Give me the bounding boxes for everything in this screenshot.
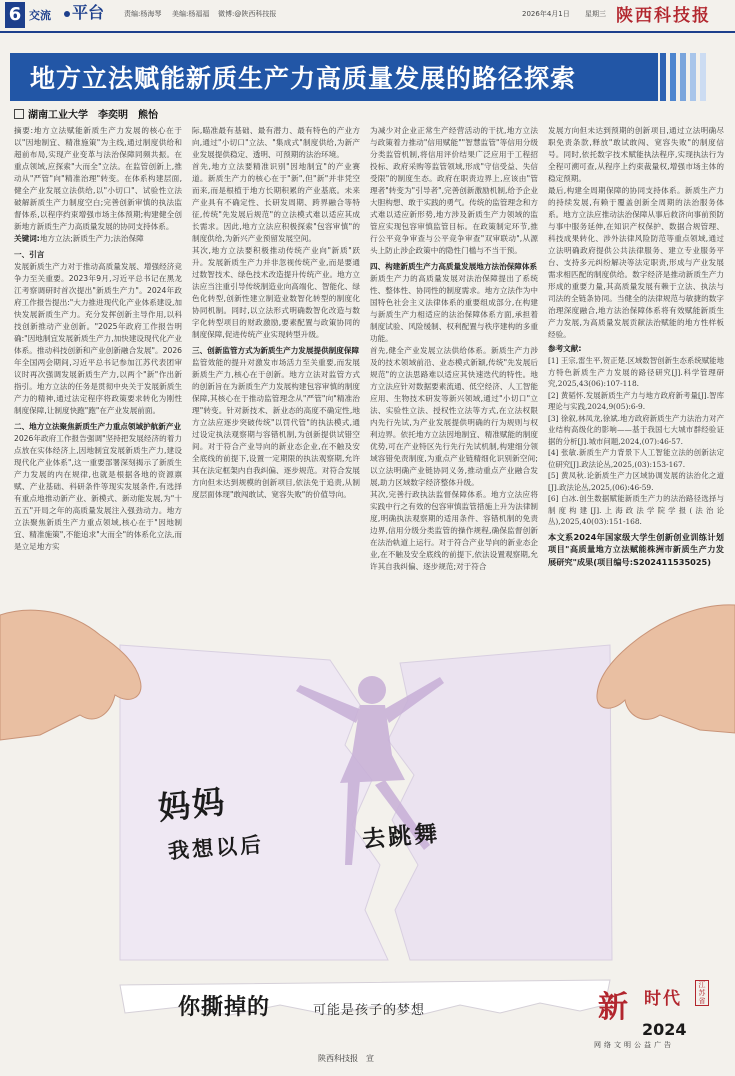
reference-item: [1] 王宗,雷生平,贺正楚.区域数智创新生态系统赋能地方特色新质生产力发展的路径研究[J].科学管理研究,2025,43(06):107-118. <box>548 356 724 388</box>
paragraph: 其次,完善行政执法监督保障体系。地方立法应将实践中行之有效的包容审慎监管措施上升为法律制度,明确执法观察期的适用条件、容错机制的免责边界,信用分级分类监管的操作规程,确保监督创新在法治轨道上运行。对于符合产业导向的新业态企业,在不触及安全底线的前提下,依法设置观察期,允许其自我纠偏、逐步规范;对于符合 <box>370 490 538 571</box>
article-authors: 湖南工业大学 李奕明 熊怡 <box>28 110 158 121</box>
paragraph: 首先,健全产业发展立法供给体系。新质生产力涉及的技术领域前沿、业态模式新颖,传统"先发展后规范"的立法思路难以适应其快速迭代的特性。地方立法应针对数据要素流通、低空经济、人工智能应用、生物技术研发等新兴领域,通过"小切口"立法、实验性立法、授权性立法等方式,在立法权限内先行先试,为产业发展提供明确的行为规则与权利边界。依托地方立法因地制宜、精准赋能的制度优势,可在产业特区先行先行先试机制,构建细分领域容错免责制度,为重点产业链精细化识别新空间;以立法明确产业链协同义务,推动重点产业融合发展,助力区域数字经济整体升级。 <box>370 346 538 487</box>
paragraph: 监管效能的提升对激发市场活力至关重要,而发展新质生产力,核心在于创新。地方立法对监管方式的创新旨在为新质生产力发展构建包容审慎的制度保障,其核心在于推动监管理念从"严管"向"精准治理"转变。针对新技术、新业态的高度不确定性,地方立法应逐步突破传统"以罚代管"的执法模式,通过设定执法观察期与容错机制,为创新提供试错空间。对于符合产业导向的新业态企业,在不触及安全底线的前提下,设置一定期限的执法观察期,允许其在法定框架内自我纠偏、逐步规范。对符合发展方向但未达到规模的创新项目,依法免于追责,从制度层面体现"敢闯敢试、宽容失败"的价值导向。 <box>192 358 360 499</box>
issue-date: 2026年4月1日 <box>522 10 570 18</box>
designer-credit: 美编:杨福福 <box>172 10 210 18</box>
reference-item: [4] 张敏.新质生产力背景下人工智能立法的创新法定位研究[J].政法论丛,2025,(03):153-167. <box>548 448 724 469</box>
page-number: 6 <box>5 2 25 28</box>
ad-slogan-bold: 你撕掉的 <box>178 995 271 1020</box>
paragraph: 首先,地方立法要精准识别"因地制宜"的产业赛道。新质生产力的核心在于"新",但"新"并非凭空而来,而是根植于地方长期积累的产业基底。未来产业具有不确定性、长研发周期、跨界融合等特征,传统"先发展后规范"的立法模式难以适应其成长需求。因此,地方立法应积极探索"包容审慎"的制度供给,为新兴产业预留发展空间。 <box>192 162 360 243</box>
ad-line-wish: 我想以后 <box>167 832 265 864</box>
campaign-logo-badge: 江苏省 <box>695 980 709 1006</box>
campaign-logo-subtitle: 网络文明公益广告 <box>594 1041 674 1049</box>
keywords-label: 关键词: <box>14 234 40 243</box>
article-title: 地方立法赋能新质生产力高质量发展的路径探索 <box>30 64 577 93</box>
section-dot <box>64 11 70 17</box>
column-2 <box>192 125 360 565</box>
section-heading-3: 三、创新监管方式为新质生产力发展提供制度保障 <box>192 346 360 355</box>
paragraph: 最后,构建全周期保障的协同支持体系。新质生产力的持续发展,有赖于覆盖创新全周期的法治服务体系。地方立法应推动法治保障从事后救济向事前预防与事中服务延伸,在知识产权保护、数据合规管理、科技成果转化、涉外法律风险防范等重点领域,通过立法明确政府提供公共法律服务、建立专业服务平台、支持多元纠纷解决等法定职责,形成与产业发展需求相匹配的制度供给。数字经济是推动新质生产力形成的重要力量,其高质量发展有赖于立法、执法与司法的全链条协同。当健全的法律规范与敏捷的数字治理深度融合,地方法治保障体系将有效赋能新质生产力发展,为高质量发展贡献法治赋能的地方性样板经验。 <box>548 186 724 339</box>
keywords-text: 地方立法;新质生产力;法治保障 <box>39 234 144 243</box>
references-heading: 参考文献: <box>548 344 582 353</box>
author-square-icon <box>14 109 24 119</box>
reference-item: [6] 白冰.创生数据赋能新质生产力的法治路径选择与制度构建[J].上海政法学院学报(法治论丛),2025,40(03):151-168. <box>548 494 724 526</box>
campaign-logo-shidai: 时代 <box>644 989 682 1009</box>
column-3 <box>370 125 538 571</box>
title-stripes <box>660 53 725 101</box>
paragraph: 为减少对企业正常生产经营活动的干扰,地方立法与政策着力推动"信用赋能""智慧监管"等信用分级分类监管机制,将信用评价结果广泛应用于工程招投标、政府采购等监管领域,形成"守信受益、失信受限"的制度生态。政府在职责边界上,应该由"管理者"转变为"引导者",完善创新激励机制,给予企业大胆构想、敢于实践的勇气。传统的监管理念和方式难以适应新形势,地方涉及新质生产力领域的监管应实现包容审慎监管目标。在政策制定环节,推行公平竞争审查与公平竞争审查"双审联动",从源头上防止涉企政策中的隐性门槛与不当干预。 <box>370 126 538 255</box>
column-4 <box>548 125 724 565</box>
paragraph: 际,瞄准最有基础、最有潜力、最有特色的产业方向,通过"小切口"立法、"集成式"制度供给,为新产业发展提供稳定、透明、可预期的法治环境。 <box>192 126 360 159</box>
section-heading-4: 四、构建新质生产力高质量发展地方法治保障体系 <box>370 262 538 271</box>
header-divider <box>0 31 735 33</box>
campaign-logo-year: 2024 <box>642 1020 687 1039</box>
ad-slogan-rest: 可能是孩子的梦想 <box>313 1003 426 1018</box>
newspaper-brand: 陕西科技报 <box>616 6 711 26</box>
keywords <box>14 233 182 245</box>
section-heading-2: 二、地方立法聚焦新质生产力重点领域护航新产业 <box>14 422 182 431</box>
reference-item: [5] 黄凤秋.论新质生产力区域协调发展的法治化之道[J].政法论丛,2025,(06):46-59. <box>548 471 724 492</box>
column-1 <box>14 125 182 565</box>
issue-weekday: 星期三 <box>585 10 606 18</box>
ad-line-dance: 去跳舞 <box>361 820 442 854</box>
abstract-paragraph: 摘要:地方立法赋能新质生产力发展的核心在于以"因地制宜、精准施策"为主线,通过制度供给和超前布局,实现产业变革与法治保障同频共振。在重点领域,应探索"大而全"立法。在监管创新上,推动从"严管"向"精准治理"转变。在体系构建层面,健全产业发展立法供给,以"小切口"、试验性立法破解新质生产力制度空白;完善创新审慎的执法监督体系,以程序约束增强市场主体预期;构建健全创新地方新质生产力高质量发展的协同支持体系。 <box>14 126 182 231</box>
editor-credit: 责编:杨海琴 <box>124 10 162 18</box>
section-label-small: 交流 <box>29 9 51 22</box>
reference-item: [3] 徐叙,林凤龙,徐斌.地方政府新质生产力法治力对产业结构高级化的影响——基于我国七大城市群经验证据的分析[J].城市问题,2024,(07):46-57. <box>548 413 724 446</box>
reference-item: [2] 黄韬怀.发展新质生产力与地方政府新考量[J].智库理论与实践,2024,9(05):6-9. <box>548 390 724 411</box>
right-hand <box>597 605 735 733</box>
campaign-logo-xin: 新 <box>598 990 628 1025</box>
funding-note: 本文系2024年国家级大学生创新创业训练计划项目"高质量地方立法赋能株洲市新质生产力发展研究"成果(项目编号:S202411535025) <box>548 531 724 567</box>
paragraph: 发展新质生产力对于推动高质量发展、增强经济竞争力至关重要。2023年9月,习近平总书记在黑龙江考察调研时首次提出"新质生产力"。2024年政府工作报告提出:"大力推进现代化产业体系建设,加快发展新质生产力。充分发挥创新主导作用,以科技创新推动产业创新。"2025年政府工作报告明确:"因地制宜发展新质生产力,加快建设现代化产业体系。推动科技创新和产业创新融合发展"。2026年全国两会期间,习近平总书记参加江苏代表团审议时再次强调发展新质生产力,以两个"新"作出新指引。地方立法的任务是贯彻中央关于发展新质生产力的精神,通过法定程序将政策要求转化为刚性制度保障,让制度快跑"跑"在产业发展前面。 <box>14 262 182 415</box>
wechat-credit: 微博:@陕西科技报 <box>218 10 277 18</box>
ad-line-mama: 妈妈 <box>156 782 229 828</box>
paragraph: 发展方向但未达到预期的创新项目,通过立法明确尽职免责条款,释放"敢试敢闯、宽容失败"的制度信号。同时,依托数字技术赋能执法程序,实现执法行为全程可溯可查,从程序上约束裁量权,增强市场主体的稳定预期。 <box>548 126 724 183</box>
paragraph: 2026年政府工作报告强调"坚持把发展经济的着力点放在实体经济上,因地制宜发展新质生产力,建设现代化产业体系",这一重要部署深刻揭示了新质生产力发展的内在规律,也就是根据各地的资源禀赋、产业基础、科研条件等现实发展条件,有选择有重点地推动新产业、新模式、新动能发展,为"十五五"开局之年的高质量发展注入强劲动力。地方立法聚焦新质生产力重点领域,核心在于"因地制宜、精准施策",不能追求"大而全"的体系化立法,而是立足地方实 <box>14 434 182 551</box>
footer-credit: 陕西科技报 宣 <box>318 1054 374 1063</box>
section-heading-1: 一、引言 <box>14 250 45 259</box>
paragraph: 新质生产力的高质量发展对法治保障提出了系统性、整体性、协同性的制度需求。地方立法作为中国特色社会主义法律体系的重要组成部分,在构建与新质生产力相适应的法治保障体系方面,承担着制度试验、风险缓制、权利配置与秩序建构的多重功能。 <box>370 274 538 343</box>
paragraph: 其次,地方立法要积极推动传统产业向"新质"跃升。发展新质生产力并非忽视传统产业,而是要通过数智技术、绿色技术改造提升传统产业。地方立法应当注重引导传统制造业向高端化、智能化、绿色化转型,创新性建立制造业数智化转型的制度化协同机制。同时,以立法形式明确数智化改造与数字化转型项目的财政激励,要素配置与政策协同的制度保障,促进传统产业实现转型升级。 <box>192 246 360 339</box>
torn-paper-illustration <box>0 565 735 1040</box>
section-label-big: 平台 <box>72 3 105 22</box>
